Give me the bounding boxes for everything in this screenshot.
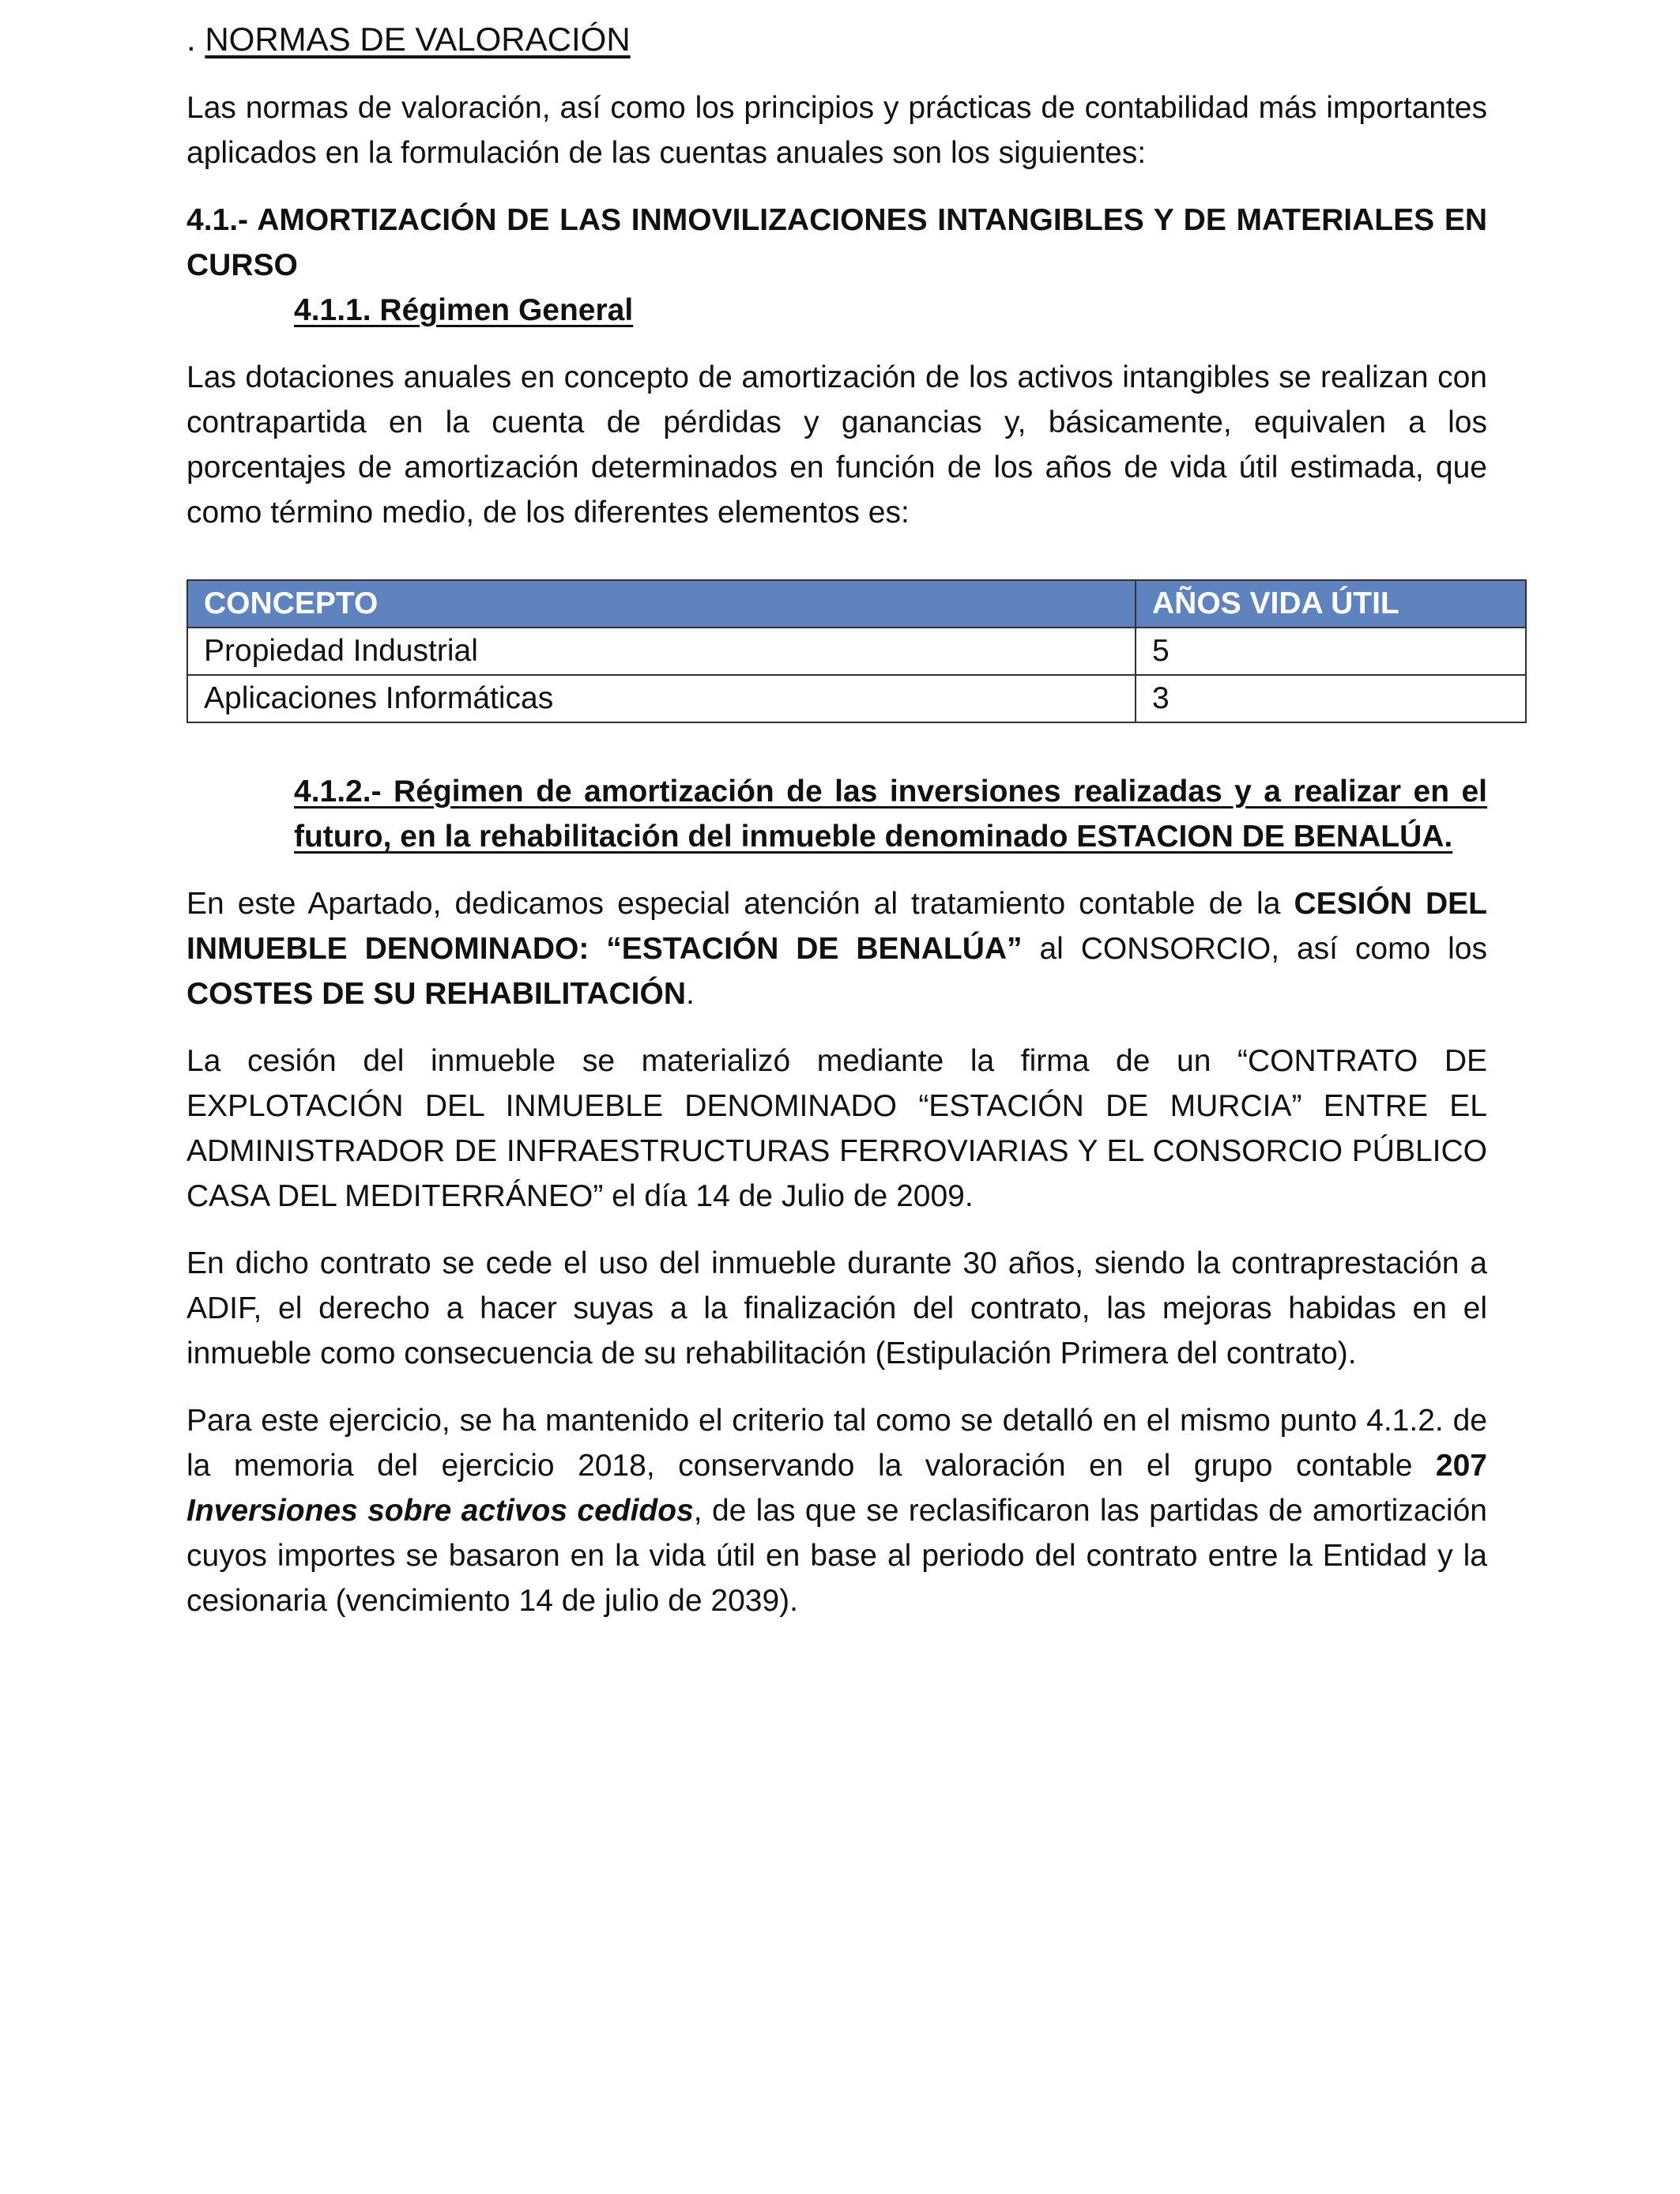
table-cell-concept: Propiedad Industrial — [187, 628, 1136, 675]
section-4-1-1-title: 4.1.1. Régimen General — [294, 293, 634, 327]
table-header-concepto: CONCEPTO — [187, 580, 1136, 628]
p1-bold-costes: COSTES DE SU REHABILITACIÓN — [186, 977, 686, 1011]
table-header-row — [187, 580, 1526, 628]
p4-bold-account: 207 — [1435, 1449, 1487, 1483]
useful-life-table — [186, 579, 1527, 723]
intro-paragraph: Las normas de valoración, así como los principios y prácticas de contabilidad más importantes aplicados en la formulación de las cuentas anuales son los siguientes: — [186, 91, 1487, 170]
page-heading — [186, 17, 1487, 62]
table-cell-years: 3 — [1136, 675, 1526, 722]
section-4-1-1-paragraph: Las dotaciones anuales en concepto de amortización de los activos intangibles se realizan con contrapartida en la cuenta de pérdidas y ganancias y, básicamente, equivalen a los porcentajes de amortización determinados en función de los años de vida útil estimada, que como término medio, de los diferentes elementos es: — [186, 360, 1487, 530]
section-4-1-title: 4.1.- AMORTIZACIÓN DE LAS INMOVILIZACIONES INTANGIBLES Y DE MATERIALES EN CURSO — [186, 203, 1487, 282]
section-4-1-2-paragraph-2: La cesión del inmueble se materializó mediante la firma de un “CONTRATO DE EXPLOTACIÓN DEL INMUEBLE DENOMINADO “ESTACIÓN DE MURCIA” ENTRE EL ADMINISTRADOR DE INFRAESTRUCTURAS FERROVIARIAS Y EL CONSORCIO PÚBLICO CASA DEL MEDITERRÁNEO” el día 14 de Julio de 2009. — [186, 1044, 1487, 1213]
p1-text-a: En este Apartado, dedicamos especial atención al tratamiento contable de la — [186, 887, 1294, 921]
heading-prefix: . — [186, 21, 205, 58]
table-header-anos: AÑOS VIDA ÚTIL — [1136, 580, 1526, 628]
p1-text-e: . — [685, 977, 695, 1011]
table-row — [187, 628, 1526, 675]
document-page — [186, 17, 1487, 1623]
section-4-1-2-paragraph-1 — [186, 881, 1487, 1016]
p4-text-a: Para este ejercicio, se ha mantenido el criterio tal como se detalló en el mismo punto 4.1.2. de la memoria del ejercicio 2018, conservando la valoración en el grupo contable — [186, 1404, 1487, 1483]
p1-bold-cesion: CESIÓN DEL INMUEBLE DENOMINADO: “ESTACIÓN DE BENALÚA” — [186, 887, 1487, 966]
p4-bold-italic-account-name: Inversiones sobre activos cedidos — [186, 1494, 694, 1528]
section-4-1-2-title: 4.1.2.- Régimen de amortización de las inversiones realizadas y a realizar en el futuro, en la rehabilitación del inmueble denominado ESTACION DE BENALÚA. — [294, 775, 1487, 854]
table-cell-years: 5 — [1136, 628, 1526, 675]
heading-title: NORMAS DE VALORACIÓN — [205, 21, 631, 58]
p4-text-d: , de las que se reclasificaron las partidas de amortización cuyos importes se basaron en la vida útil en base al periodo del contrato entre la Entidad y la cesionaria (vencimiento 14 de julio de 2039). — [186, 1494, 1487, 1618]
p1-text-c: al CONSORCIO, así como los — [1022, 932, 1487, 966]
table-cell-concept: Aplicaciones Informáticas — [187, 675, 1136, 722]
section-4-1-2-paragraph-4 — [186, 1398, 1487, 1623]
table-row — [187, 675, 1526, 722]
section-4-1-2-paragraph-3: En dicho contrato se cede el uso del inmueble durante 30 años, siendo la contraprestación a ADIF, el derecho a hacer suyas a la finalización del contrato, las mejoras habidas en el inmueble como consecuencia de su rehabilitación (Estipulación Primera del contrato). — [186, 1246, 1487, 1370]
